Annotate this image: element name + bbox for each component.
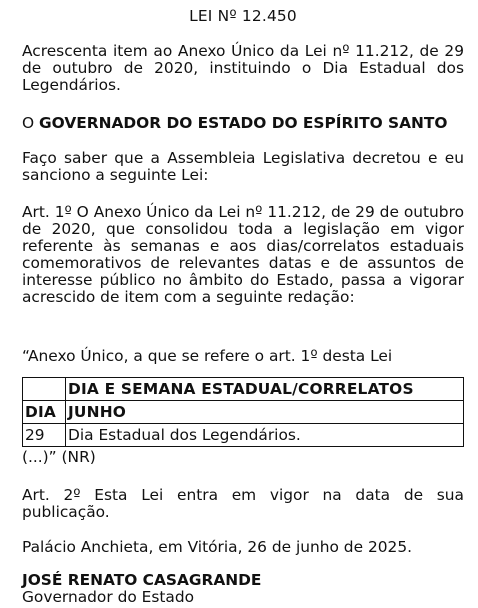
annex-month: JUNHO <box>66 401 464 424</box>
annex-intro: “Anexo Único, a que se refere o art. 1º desta Lei <box>22 347 393 365</box>
place-date: Palácio Anchieta, em Vitória, 26 de junho de 2025. <box>22 538 413 556</box>
signature-role: Governador do Estado <box>22 588 195 606</box>
annex-header-row <box>23 378 464 401</box>
annex-col-day: DIA <box>23 401 66 424</box>
signature-name: JOSÉ RENATO CASAGRANDE <box>22 571 262 589</box>
decree-text: Faço saber que a Assembleia Legislativa decretou e eu sanciono a seguinte Lei: <box>22 149 464 184</box>
annex-header-empty-cell <box>23 378 66 401</box>
annex-row-description: Dia Estadual dos Legendários. <box>66 424 464 447</box>
table-row <box>23 424 464 447</box>
annex-row-day: 29 <box>23 424 66 447</box>
governor-title: GOVERNADOR DO ESTADO DO ESPÍRITO SANTO <box>39 114 448 132</box>
article-1: Art. 1º O Anexo Único da Lei nº 11.212, de 29 de outubro de 2020, que consolidou toda a legislação em vigor referente às semanas e aos dias/correlatos estaduais comemorativos de relevantes datas e de assuntos de interesse público no âmbito do Estado, passa a vigorar acrescido de item com a seguinte redação: <box>22 203 464 306</box>
ementa: Acrescenta item ao Anexo Único da Lei nº 11.212, de 29 de outubro de 2020, instituindo o Dia Estadual dos Legendários. <box>22 42 464 94</box>
annex-close: (...)” (NR) <box>22 448 96 466</box>
preamble <box>22 115 464 132</box>
article-2: Art. 2º Esta Lei entra em vigor na data de sua publicação. <box>22 486 464 521</box>
annex-header: DIA E SEMANA ESTADUAL/CORRELATOS <box>66 378 464 401</box>
law-title: LEI Nº 12.450 <box>189 7 297 25</box>
preamble-prefix: O <box>22 114 40 132</box>
annex-table <box>22 377 464 447</box>
annex-month-row <box>23 401 464 424</box>
